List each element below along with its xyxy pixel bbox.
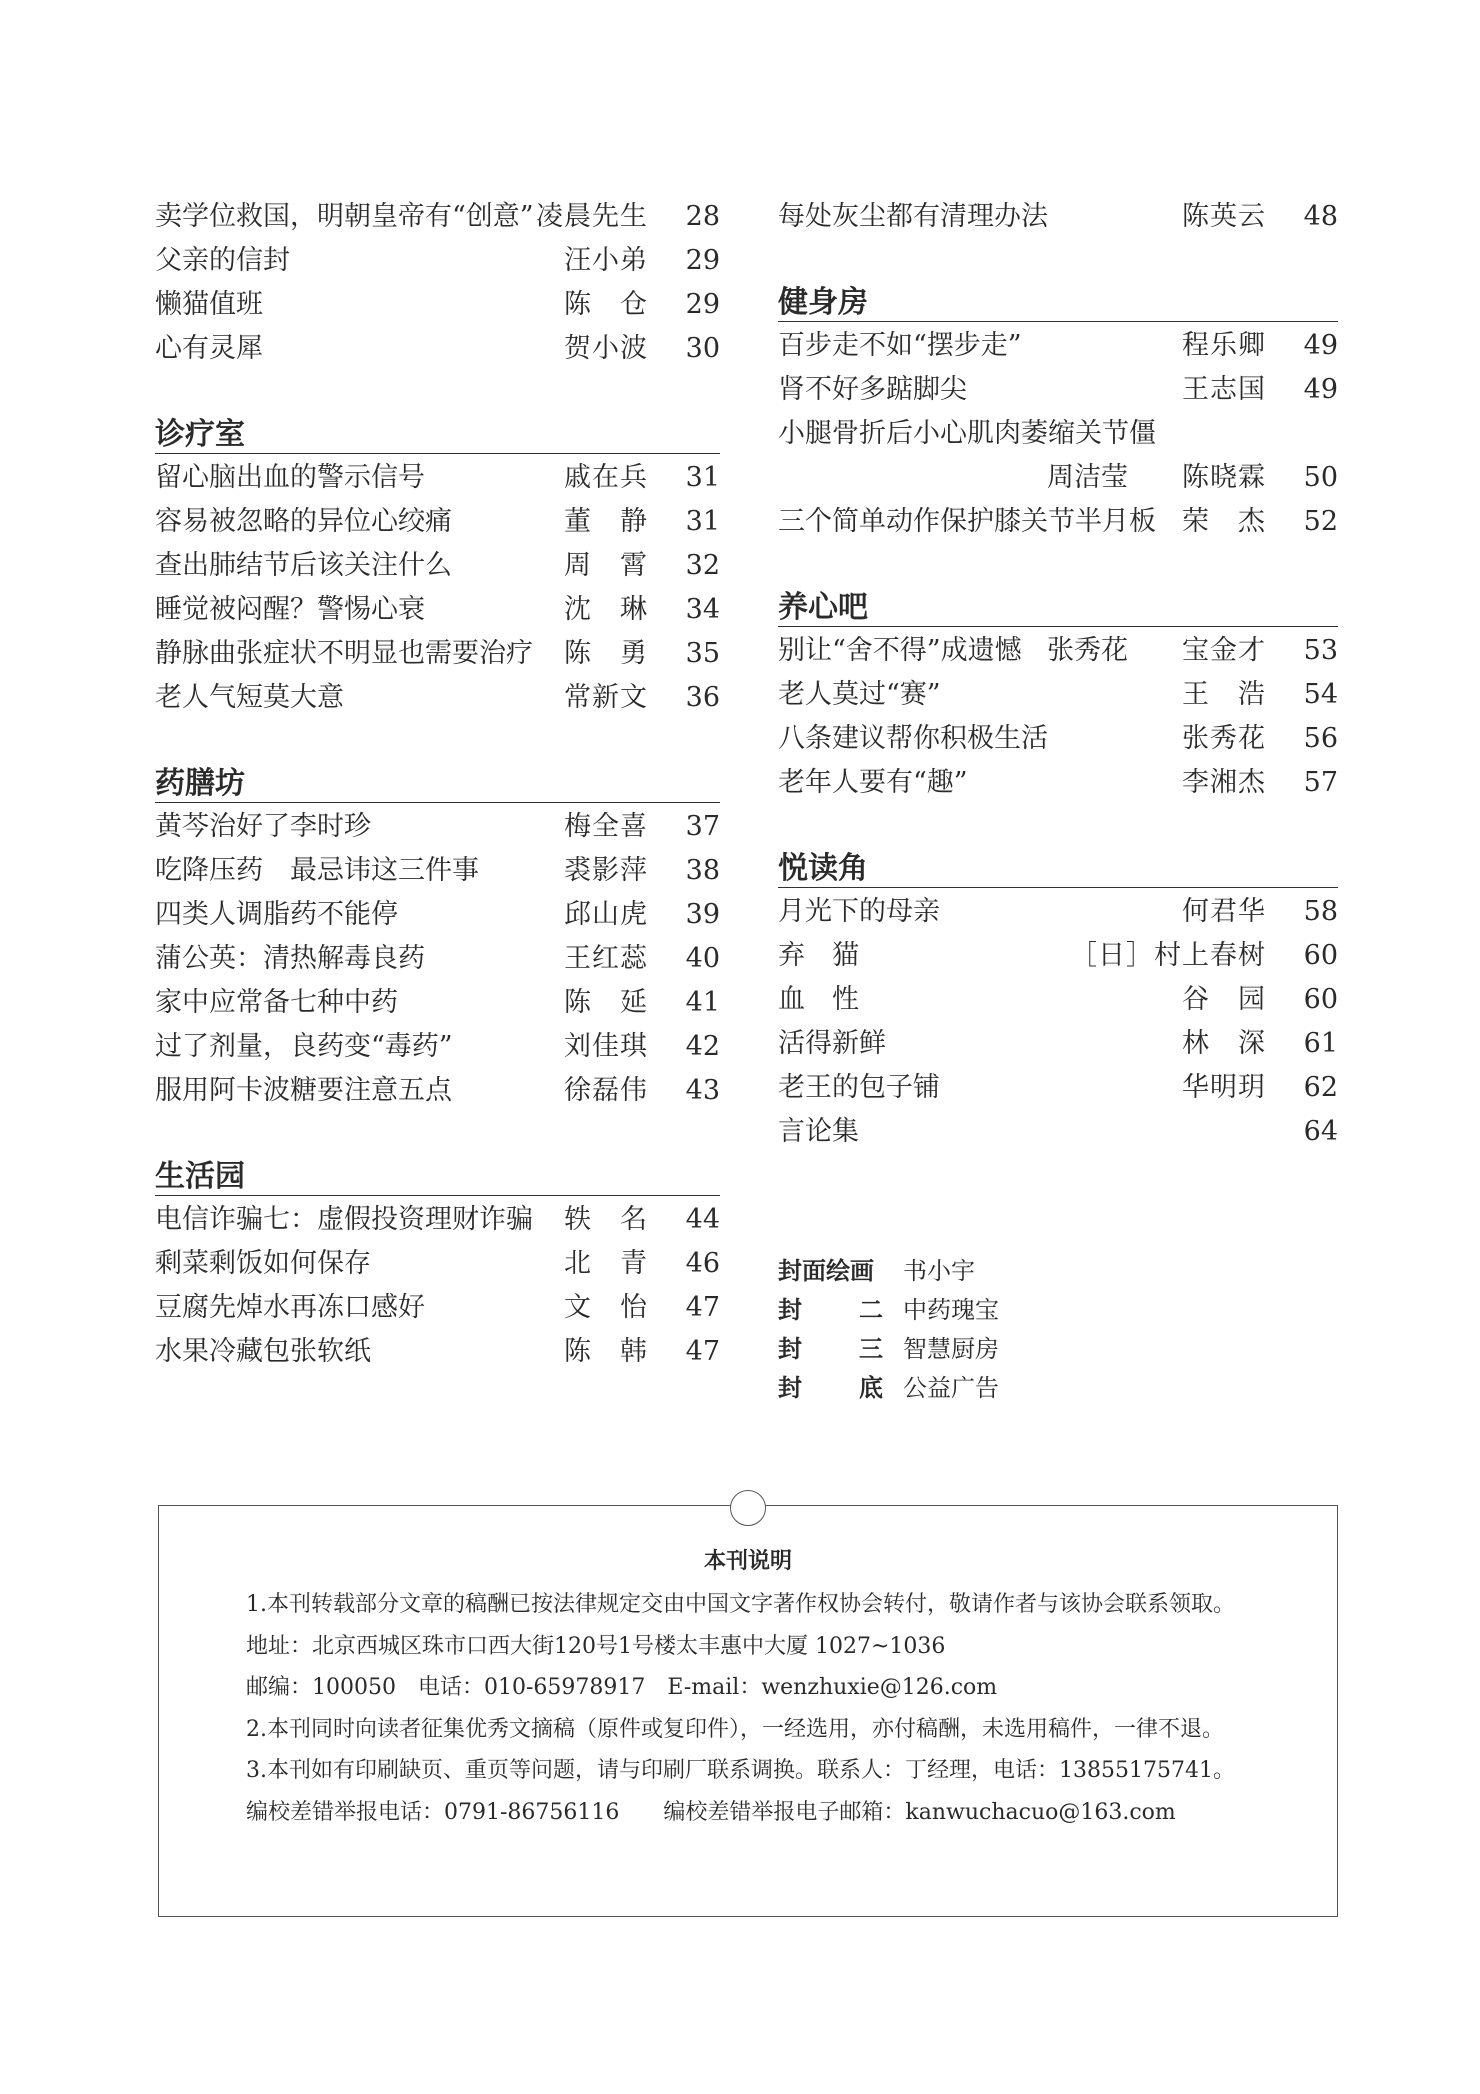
notice-box (158, 1505, 1338, 1917)
toc-entry-author: 何君华 (1182, 896, 1266, 927)
toc-entry-author: 陈 仓 (564, 289, 648, 320)
toc-entry-page: 47 (685, 1336, 720, 1367)
toc-entry-page: 56 (1303, 723, 1338, 754)
toc-entry-title: 血 性 (778, 984, 859, 1015)
toc-section (155, 764, 720, 1113)
toc-entry-author: 邱山虎 (564, 899, 648, 930)
toc-entry-page: 53 (1303, 635, 1338, 666)
toc-entry[interactable] (155, 588, 720, 632)
toc-entry-page: 34 (685, 594, 720, 625)
toc-entry[interactable] (155, 805, 720, 849)
notice-circle-ornament (730, 1490, 766, 1526)
toc-entry-page: 36 (685, 682, 720, 713)
toc-entry-title: 豆腐先焯水再冻口感好 (155, 1292, 425, 1323)
toc-entry-title: 老人莫过“赛” (778, 679, 941, 710)
toc-entry[interactable] (778, 368, 1338, 412)
toc-entry[interactable] (155, 981, 720, 1025)
toc-entry-page: 30 (685, 333, 720, 364)
toc-entry-title: 言论集 (778, 1116, 859, 1147)
toc-entry-title: 懒猫值班 (155, 289, 263, 320)
toc-entry[interactable] (155, 456, 720, 500)
toc-entry[interactable] (155, 1286, 720, 1330)
toc-entry-title: 卖学位救国，明朝皇帝有“创意” (155, 201, 534, 232)
toc-entry-author: 王红蕊 (564, 943, 648, 974)
notice-line: 2.本刊同时向读者征集优秀文摘稿（原件或复印件），一经选用，亦付稿酬，未选用稿件，一律不退。 (246, 1716, 1224, 1742)
section-heading: 生活园 (155, 1157, 720, 1196)
toc-entry[interactable] (155, 632, 720, 676)
credit-label-part: 底 (859, 1374, 883, 1402)
toc-entry-author: 王志国 (1182, 374, 1266, 405)
toc-entry-title: 蒲公英：清热解毒良药 (155, 943, 425, 974)
toc-entry[interactable] (778, 1066, 1338, 1110)
toc-entry-title: 吃降压药 最忌讳这三件事 (155, 855, 479, 886)
toc-entry-page: 60 (1303, 940, 1338, 971)
toc-entry-author: 贺小波 (564, 333, 648, 364)
toc-entry-author: 陈 勇 (564, 638, 648, 669)
toc-entry-page: 29 (685, 289, 720, 320)
toc-entry[interactable] (778, 978, 1338, 1022)
credit-value: 智慧厨房 (903, 1335, 999, 1363)
toc-entry[interactable] (778, 761, 1338, 805)
credit-value: 公益广告 (903, 1374, 999, 1402)
toc-entry-title: 别让“舍不得”成遗憾 (778, 635, 1022, 666)
toc-entry-author: 文 怡 (564, 1292, 648, 1323)
toc-section (155, 1157, 720, 1374)
toc-entry-page: 39 (685, 899, 720, 930)
toc-entry-author: 陈英云 (1182, 201, 1266, 232)
toc-entry-title: 弃 猫 (778, 940, 859, 971)
toc-entry-title: 电信诈骗七：虚假投资理财诈骗 (155, 1204, 533, 1235)
toc-entry-author: 李湘杰 (1182, 767, 1266, 798)
toc-entry-author: 凌晨先生 (536, 201, 648, 232)
toc-entry-author: 宝金才 (1182, 635, 1266, 666)
toc-entry-page: 29 (685, 245, 720, 276)
notice-report: 编校差错举报电话：0791-86756116 编校差错举报电子邮箱：kanwuchacuo@163.com (246, 1799, 1176, 1825)
toc-entry-page: 44 (685, 1204, 720, 1235)
toc-entry-author: ［日］村上春树 (1070, 940, 1266, 971)
toc-section (155, 415, 720, 720)
toc-entry-title: 水果冷藏包张软纸 (155, 1336, 371, 1367)
credit-row (778, 1369, 1338, 1408)
toc-entry[interactable] (778, 324, 1338, 368)
section-heading: 药膳坊 (155, 764, 720, 803)
toc-entry-author: 沈 琳 (564, 594, 648, 625)
toc-entry[interactable] (155, 1198, 720, 1242)
toc-entry[interactable] (778, 500, 1338, 544)
toc-entry-page: 35 (685, 638, 720, 669)
toc-entry-title: 老人气短莫大意 (155, 682, 344, 713)
toc-entry[interactable] (778, 890, 1338, 934)
toc-entry[interactable] (155, 937, 720, 981)
toc-entry-page: 42 (685, 1031, 720, 1062)
notice-address: 地址：北京西城区珠市口西大街120号1号楼太丰惠中大厦 1027~1036 (246, 1633, 946, 1659)
toc-entry-title: 肾不好多踮脚尖 (778, 374, 967, 405)
toc-entry-title: 每处灰尘都有清理办法 (778, 201, 1048, 232)
toc-entry[interactable] (778, 456, 1338, 500)
toc-entry-author: 陈 延 (564, 987, 648, 1018)
credit-value: 书小宇 (903, 1257, 975, 1285)
toc-entry-author: 汪小弟 (564, 245, 648, 276)
toc-entry-page: 57 (1303, 767, 1338, 798)
toc-entry-page: 54 (1303, 679, 1338, 710)
toc-entry-author: 董 静 (564, 506, 648, 537)
toc-entry-title: 静脉曲张症状不明显也需要治疗 (155, 638, 533, 669)
toc-entry-title: 过了剂量，良药变“毒药” (155, 1031, 453, 1062)
credit-row (778, 1291, 1338, 1330)
notice-contact: 邮编：100050 电话：010-65978917 E-mail：wenzhuxie@126.com (246, 1675, 998, 1700)
toc-entry-page: 38 (685, 855, 720, 886)
toc-entry-author: 徐磊伟 (564, 1075, 648, 1106)
toc-entry-page: 62 (1303, 1072, 1338, 1103)
toc-entry-title: 八条建议帮你积极生活 (778, 723, 1048, 754)
toc-section (778, 849, 1338, 1154)
toc-entry-author: 轶 名 (564, 1204, 648, 1235)
toc-entry-page: 60 (1303, 984, 1338, 1015)
toc-entry-author: 陈晓霖 (1182, 462, 1266, 493)
toc-entry[interactable] (155, 544, 720, 588)
toc-entry[interactable] (778, 412, 1338, 456)
section-heading: 诊疗室 (155, 415, 720, 454)
toc-entry-author: 北 青 (564, 1248, 648, 1279)
toc-entry-page: 48 (1303, 201, 1338, 232)
toc-section (778, 283, 1338, 544)
credit-label-part: 三 (859, 1335, 883, 1363)
toc-entry-page: 31 (685, 506, 720, 537)
toc-entry-title: 剩菜剩饭如何保存 (155, 1248, 371, 1279)
credit-label (778, 1291, 883, 1330)
toc-entry[interactable] (155, 1330, 720, 1374)
credit-label-part: 二 (859, 1296, 883, 1324)
toc-entry-page: 43 (685, 1075, 720, 1106)
section-heading: 悦读角 (778, 849, 1338, 888)
credit-label (778, 1330, 883, 1369)
toc-entry[interactable] (155, 893, 720, 937)
toc-entry[interactable] (778, 1110, 1338, 1154)
toc-entry-coauthor: 张秀花 (1047, 635, 1128, 666)
toc-entry-author: 程乐卿 (1182, 330, 1266, 361)
toc-entry-title: 查出肺结节后该关注什么 (155, 550, 452, 581)
credit-label-part: 封面绘画 (778, 1257, 874, 1285)
toc-entry-title: 老年人要有“趣” (778, 767, 968, 798)
toc-entry-title: 留心脑出血的警示信号 (155, 462, 425, 493)
toc-entry-title: 月光下的母亲 (778, 896, 940, 927)
notice-line: 1.本刊转载部分文章的稿酬已按法律规定交由中国文字著作权协会转付，敬请作者与该协会联系领取。 (246, 1592, 1235, 1617)
toc-entry[interactable] (778, 629, 1338, 673)
notice-title: 本刊说明 (703, 1549, 792, 1574)
toc-entry[interactable] (155, 1025, 720, 1069)
toc-entry[interactable] (155, 1069, 720, 1113)
toc-entry-page: 40 (685, 943, 720, 974)
toc-entry-title: 心有灵犀 (155, 333, 263, 364)
toc-entry[interactable] (155, 239, 720, 283)
toc-entry-author: 林 深 (1182, 1028, 1266, 1059)
toc-entry-author: 王 浩 (1182, 679, 1266, 710)
cover-credits (778, 1252, 1338, 1408)
toc-entry-author: 戚在兵 (564, 462, 648, 493)
toc-entry-author: 荣 杰 (1182, 506, 1266, 537)
toc-entry-author: 周 霄 (564, 550, 648, 581)
toc-section (778, 588, 1338, 805)
toc-entry-page: 50 (1303, 462, 1338, 493)
toc-entry-title: 四类人调脂药不能停 (155, 899, 398, 930)
credit-row (778, 1252, 1338, 1291)
credit-label-part: 封 (778, 1296, 802, 1324)
toc-entry-page: 41 (685, 987, 720, 1018)
toc-left-column (155, 195, 720, 1374)
toc-entry-title: 三个简单动作保护膝关节半月板 (778, 506, 1156, 537)
toc-entry[interactable] (778, 1022, 1338, 1066)
credit-value: 中药瑰宝 (903, 1296, 999, 1324)
credit-label-part: 封 (778, 1374, 802, 1402)
toc-entry-page: 31 (685, 462, 720, 493)
toc-entry-page: 49 (1303, 330, 1338, 361)
toc-entry-title: 活得新鲜 (778, 1028, 886, 1059)
credit-label-part: 封 (778, 1335, 802, 1363)
credit-label (778, 1252, 883, 1291)
toc-entry-page: 64 (1303, 1116, 1338, 1147)
toc-entry-coauthor: 周洁莹 (1047, 462, 1128, 493)
toc-entry-author: 陈 韩 (564, 1336, 648, 1367)
toc-entry-author: 华明玥 (1182, 1072, 1266, 1103)
toc-entry[interactable] (778, 717, 1338, 761)
section-heading: 健身房 (778, 283, 1338, 322)
toc-entry-author: 刘佳琪 (564, 1031, 648, 1062)
toc-entry-author: 谷 园 (1182, 984, 1266, 1015)
toc-entry-title: 老王的包子铺 (778, 1072, 940, 1103)
toc-entry-author: 梅全喜 (564, 811, 648, 842)
toc-entry-title: 容易被忽略的异位心绞痛 (155, 506, 452, 537)
toc-entry[interactable] (155, 849, 720, 893)
toc-entry-page: 47 (685, 1292, 720, 1323)
toc-entry-author: 张秀花 (1182, 723, 1266, 754)
toc-entry-page: 46 (685, 1248, 720, 1279)
toc-entry-page: 32 (685, 550, 720, 581)
toc-entry-title: 百步走不如“摆步走” (778, 330, 1022, 361)
credit-label (778, 1369, 883, 1408)
toc-entry-page: 61 (1303, 1028, 1338, 1059)
notice-line: 3.本刊如有印刷缺页、重页等问题，请与印刷厂联系调换。联系人：丁经理，电话：13855175741。 (246, 1758, 1235, 1783)
toc-entry[interactable] (155, 1242, 720, 1286)
toc-entry[interactable] (155, 676, 720, 720)
toc-entry-page: 28 (685, 201, 720, 232)
toc-entry-page: 49 (1303, 374, 1338, 405)
toc-entry-title: 黄芩治好了李时珍 (155, 811, 371, 842)
toc-entry-title: 小腿骨折后小心肌肉萎缩关节僵 (778, 418, 1156, 449)
toc-entry-title: 服用阿卡波糖要注意五点 (155, 1075, 452, 1106)
toc-entry[interactable] (155, 327, 720, 371)
toc-entry-title: 睡觉被闷醒？警惕心衰 (155, 594, 425, 625)
credit-row (778, 1330, 1338, 1369)
toc-entry-title: 父亲的信封 (155, 245, 290, 276)
toc-entry-author: 常新文 (564, 682, 648, 713)
toc-entry[interactable] (778, 673, 1338, 717)
toc-entry-author: 裘影萍 (564, 855, 648, 886)
toc-entry[interactable] (155, 500, 720, 544)
toc-entry[interactable] (778, 195, 1338, 239)
toc-entry-page: 58 (1303, 896, 1338, 927)
toc-entry-title: 家中应常备七种中药 (155, 987, 398, 1018)
notice-body (191, 1584, 1309, 1833)
toc-entry[interactable] (155, 195, 720, 239)
toc-entry[interactable] (778, 934, 1338, 978)
toc-entry-page: 52 (1303, 506, 1338, 537)
toc-right-column (778, 195, 1338, 1154)
section-heading: 养心吧 (778, 588, 1338, 627)
toc-entry[interactable] (155, 283, 720, 327)
toc-entry-page: 37 (685, 811, 720, 842)
